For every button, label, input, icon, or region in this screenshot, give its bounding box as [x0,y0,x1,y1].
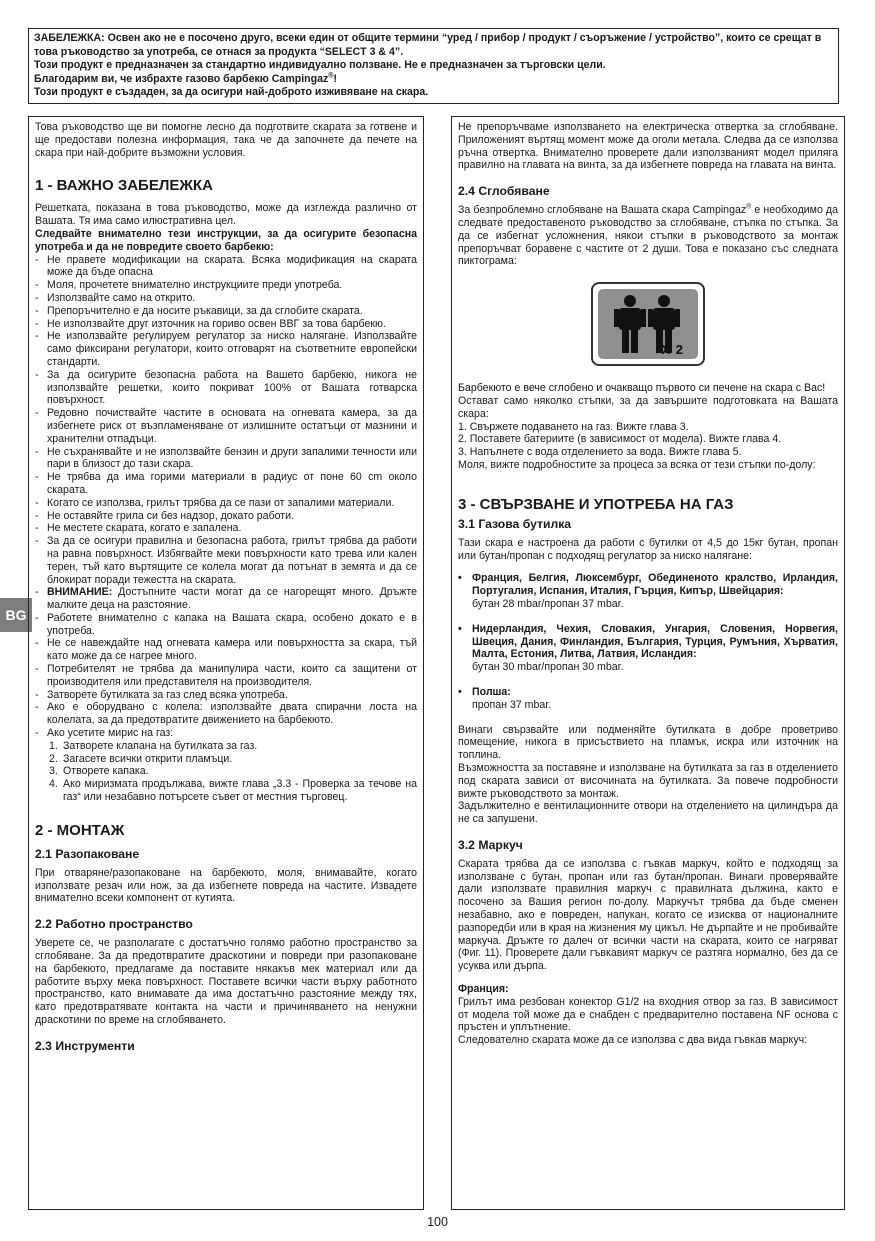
section-1-bold-paragraph: Следвайте внимателно тези инструкции, за да осигурите безопасна употреба и да не повредите своето барбекю: [35,227,417,253]
assembly-done-line: 3. Напълнете с вода отделението за вода. Вижте глава 5. [458,446,742,459]
list-item: - Работете внимателно с капака на Вашата скара, особено докато е в употреба. [35,612,417,638]
language-tab: BG [0,598,32,632]
two-person-pictogram [591,282,705,366]
list-item: - Ако усетите мирис на газ: [35,727,417,740]
list-item: - Моля, прочетете внимателно инструкциите преди употреба. [35,279,417,292]
section-2-1-paragraph: При отваряне/разопаковане на барбекюто, моля, внимавайте, когато използвате резач или нож, за да избегнете повреда на частите. Извадете внимателно всеки компонент от кутията. [35,866,417,905]
assembly-done-line: 1. Свържете подаването на газ. Вижте глава 3. [458,420,689,433]
section-2-4-title: 2.4 Сглобяване [458,184,550,199]
section-2-title: 2 - МОНТАЖ [35,821,125,839]
section-3-1-paragraph: Тази скара е настроена да работи с бутилки от 4,5 до 15кг бутан, пропан или бутан/пропан с подходящ регулатор за ниско налягане: [458,536,838,562]
cylinder-paragraph: Възможността за поставяне и използване на бутилката за газ в отделението под скарата зависи от височината на бутилката. За повече подробности вижте ръководството за монтаж. [458,761,838,800]
left-column [28,116,424,1210]
notice-box [28,28,839,104]
step-item: 1. Затворете клапана на бутилката за газ. [49,739,258,752]
two-person-icon [598,289,698,359]
section-2-3-title: 2.3 Инструменти [35,1038,135,1053]
list-item: - За да осигурите безопасна работа на Вашето барбекю, никога не използвайте решетки, които покриват 100% от Вашата готварска повърхност. [35,369,417,407]
france-paragraph: Грилът има резбован конектор G1/2 на входния отвор за газ. В зависимост от модела той може да е снабден с предварително поставена NF основа с пръстен и уплътнение. [458,995,838,1034]
section-2-2-paragraph: Уверете се, че разполагате с достатъчно голямо работно пространство за сглобяване. За да предотвратите драскотини и повреди при разопаковане на барбекюто, предлагаме да поставите някакъв мек материал или да работите върху мека повърхност. Поставете всички части върху работното пространство, като внимавате да има достатъчно разстояние между тях, като предотвратявате контакта на части и причиняването на ненужни драскотини по време на сглобяването. [35,937,417,1027]
assembly-done-line: 2. Поставете батериите (в зависимост от модела). Вижте глава 4. [458,433,782,446]
section-2-2-title: 2.2 Работно пространство [35,917,193,932]
pictogram-label: X 2 [661,342,684,358]
list-item: - Не използвайте регулируем регулатор за ниско налягане. Използвайте само фиксирани регулатори, които отговарят на съответните европейски стандарти. [35,330,417,368]
country-item: • Нидерландия, Чехия, Словакия, Унгария, Словения, Норвегия, Швеция, Дания, Финландия, България, Турция, Румъния, Хърватия, Малта, Естония, Литва, Латвия, Исландия: бутан 30 mbar/пропан 30 mbar. [458,623,838,674]
notice-line-2: Този продукт е предназначен за стандартно индивидуално ползване. Не е предназначен за търговски цели. [34,59,606,72]
assembly-done-line: Моля, вижте подробностите за процеса за всяка от тези стъпки по-долу: [458,458,816,471]
notice-line-1: ЗАБЕЛЕЖКА: Освен ако не е посочено друго, всеки един от общите термини “уред / прибор / продукт / съоръжение / устройство”, които се срещат в това ръководство за употреба, се отнася за продукта “SELECT 3 & 4”. [34,32,822,58]
list-item: - Не трябва да има горими материали в радиус от поне 60 cm около скарата. [35,471,417,497]
step-item: 4. Ако миризмата продължава, вижте глава „3.3 - Проверка за течове на газ“ или незабавно потърсете съвет от местния търговец. [49,778,417,804]
list-item: - Не се навеждайте над огневата камера или повърхността за скара, тъй като може да се нагрее много. [35,637,417,663]
notice-line-4: Този продукт е създаден, за да осигури най-доброто изживяване на скара. [34,86,429,99]
section-1-paragraph: Решетката, показана в това ръководство, може да изглежда различно от Вашата. Тя има само илюстративна цел. [35,202,417,228]
list-item: - Ако е оборудвано с колела: използвайте двата спирачни лоста на колелата, за да предотвратите движението на барбекюто. [35,701,417,727]
france-paragraph: Следователно скарата може да се използва с два вида гъвкав маркуч: [458,1034,808,1047]
section-3-1-title: 3.1 Газова бутилка [458,516,572,531]
page-number: 100 [427,1215,448,1229]
safety-list [35,254,417,740]
section-3-2-paragraph: Скарата трябва да се използва с гъвкав маркуч, който е подходящ за използване с бутан, пропан или газ бутан/пропан. Винаги проверявайте дали използвате правилния маркуч с правилната дължина, както е посочено за Вашия регион по-долу. Маркучът трябва да бъде сменен незабавно, ако е повреден, напукан, когато се изисква от националните разпоредби или в края на жизнения му цикъл. Не дърпайте и не пробивайте маркуча. Дръжте го далеч от всички части на скарата, които се нагряват (Фиг. 11). Проверете дали гъвкавият маркуч се разтяга нормално, без да се усуква или дърпа. [458,857,838,973]
assembly-done-line: Барбекюто е вече сглобено и очакващо първото си печене на скара с Вас! [458,382,826,395]
section-3-2-title: 3.2 Маркуч [458,837,523,852]
step-item: 2. Загасете всички открити пламъци. [49,752,233,765]
list-item: - Редовно почиствайте частите в основата на огневата камера, за да избегнете риск от възпламеняване от излишните остатъци от мазнини и хранителни отпадъци. [35,407,417,445]
cylinder-paragraph: Винаги свързвайте или подменяйте бутилката в добре проветриво помещение, никога в присъствието на пламък, искра или източник на топлина. [458,723,838,762]
warning-item: - ВНИМАНИЕ: Достъпните части могат да се нагорещят много. Дръжте малките деца на разстояние. [35,586,417,612]
country-list [458,572,838,711]
gas-smell-steps [35,740,417,804]
list-item: - За да се осигури правилна и безопасна работа, грилът трябва да работи на равна повърхност. Избягвайте меки повърхности като трева или кален терен, тъй като въртящите се колела могат да потънат в земята и да се блокират поради тежестта на скарата. [35,535,417,586]
list-item: - Не съхранявайте и не използвайте бензин и други запалими течности или пари в близост до тази скара. [35,446,417,472]
right-column [451,116,845,1210]
list-item: - Потребителят не трябва да манипулира части, които са защитени от производителя или представителя на производителя. [35,663,417,689]
list-item: - Не местете скарата, когато е запалена. [35,522,417,535]
cylinder-paragraph: Задължително е вентилационните отвори на отделението на цилиндъра да не са запушени. [458,800,838,826]
section-3-title: 3 - СВЪРЗВАНЕ И УПОТРЕБА НА ГАЗ [458,495,734,513]
section-2-4-paragraph: За безпроблемно сглобяване на Вашата скара Campingaz® е необходимо да следвате предоставеното ръководство за сглобяване, стъпка по стъпка. За да се избегнат усложнения, някои стъпки в ръководството за монтаж препоръчват боравене с частите от 2 души. Това е показано със следната пиктограма: [458,203,838,268]
list-item: - Не използвайте друг източник на гориво освен ВВГ за това барбекю. [35,318,417,331]
notice-line-3: Благодарим ви, че избрахте газово барбекю Campingaz®! [34,72,337,85]
step-item: 3. Отворете капака. [49,765,149,778]
country-item: • Франция, Белгия, Люксембург, Обединеното кралство, Ирландия, Португалия, Испания, Италия, Гърция, Кипър, Швейцария: бутан 28 mbar/пропан 37 mbar. [458,572,838,610]
france-label: Франция: [458,983,509,996]
section-2-1-title: 2.1 Разопаковане [35,846,140,861]
list-item: - Когато се използва, грилът трябва да се пази от запалими материали. [35,497,417,510]
list-item: - Използвайте само на открито. [35,292,417,305]
intro-paragraph: Това ръководство ще ви помогне лесно да подготвите скарата за готвене и ще предостави полезна информация, така че да започнете да печете на скара при най-добрите възможни условия. [35,121,417,159]
section-1-title: 1 - ВАЖНО ЗАБЕЛЕЖКА [35,177,213,195]
country-item: • Полша: пропан 37 mbar. [458,686,838,712]
screwdriver-paragraph: Не препоръчваме използването на електрическа отвертка за сглобяване. Приложеният въртящ момент може да оголи метала. Следва да се използва ръчна отвертка. Внимателно проверете дали използваният модел приляга правилно на главата на винта, за да избегнете повреда на главата на винта. [458,121,838,172]
list-item: - Затворете бутилката за газ след всяка употреба. [35,689,417,702]
list-item: - Препоръчително е да носите ръкавици, за да сглобите скарата. [35,305,417,318]
list-item: - Не оставяйте грила си без надзор, докато работи. [35,510,417,523]
list-item: - Не правете модификации на скарата. Всяка модификация на скарата може да бъде опасна [35,254,417,280]
assembly-done-line: Остават само няколко стъпки, за да завършите подготовката на Вашата скара: [458,394,838,420]
